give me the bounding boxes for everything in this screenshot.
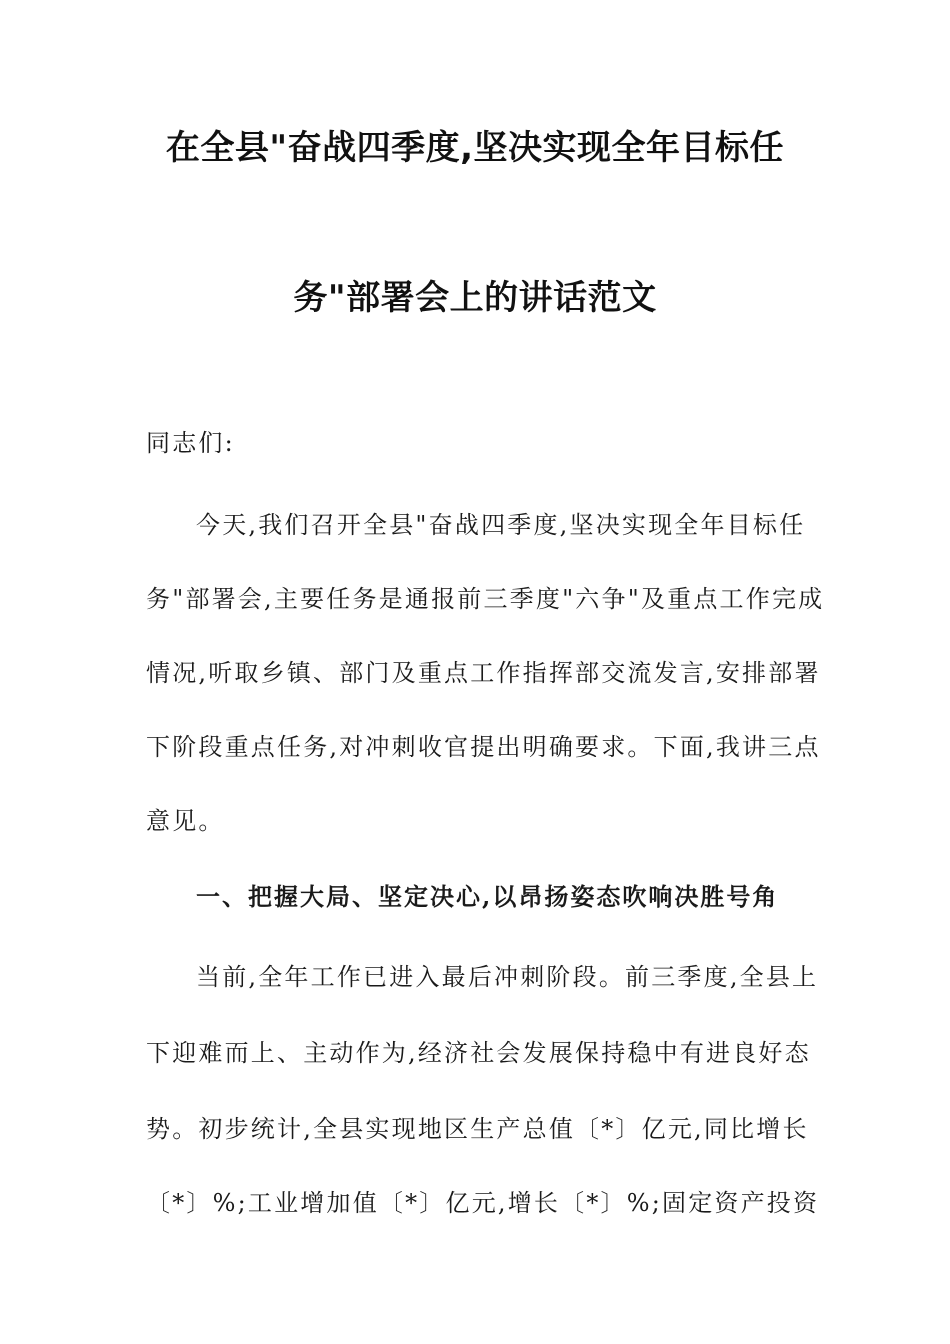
paragraph-1-line-4: 下阶段重点任务,对冲刺收官提出明确要求。下面,我讲三点 — [146, 733, 821, 761]
paragraph-1-line-3: 情况,听取乡镇、部门及重点工作指挥部交流发言,安排部署 — [146, 659, 821, 687]
salutation: 同志们: — [146, 429, 235, 457]
paragraph-2-line-3: 势。初步统计,全县实现地区生产总值〔*〕亿元,同比增长 — [146, 1115, 809, 1143]
paragraph-2-line-4: 〔*〕%;工业增加值〔*〕亿元,增长〔*〕%;固定资产投资 — [146, 1189, 820, 1217]
document-title-line-1: 在全县"奋战四季度,坚决实现全年目标任 — [165, 128, 785, 168]
paragraph-1-line-2: 务"部署会,主要任务是通报前三季度"六争"及重点工作完成 — [146, 585, 825, 613]
paragraph-1-line-5: 意见。 — [146, 807, 225, 835]
document-title-line-2: 务"部署会上的讲话范文 — [293, 278, 657, 318]
paragraph-2-line-1: 当前,全年工作已进入最后冲刺阶段。前三季度,全县上 — [196, 963, 819, 991]
paragraph-1-line-1: 今天,我们召开全县"奋战四季度,坚决实现全年目标任 — [196, 511, 806, 539]
paragraph-2-line-2: 下迎难而上、主动作为,经济社会发展保持稳中有进良好态 — [146, 1039, 811, 1067]
section-1-heading: 一、把握大局、坚定决心,以昂扬姿态吹响决胜号角 — [196, 882, 779, 911]
